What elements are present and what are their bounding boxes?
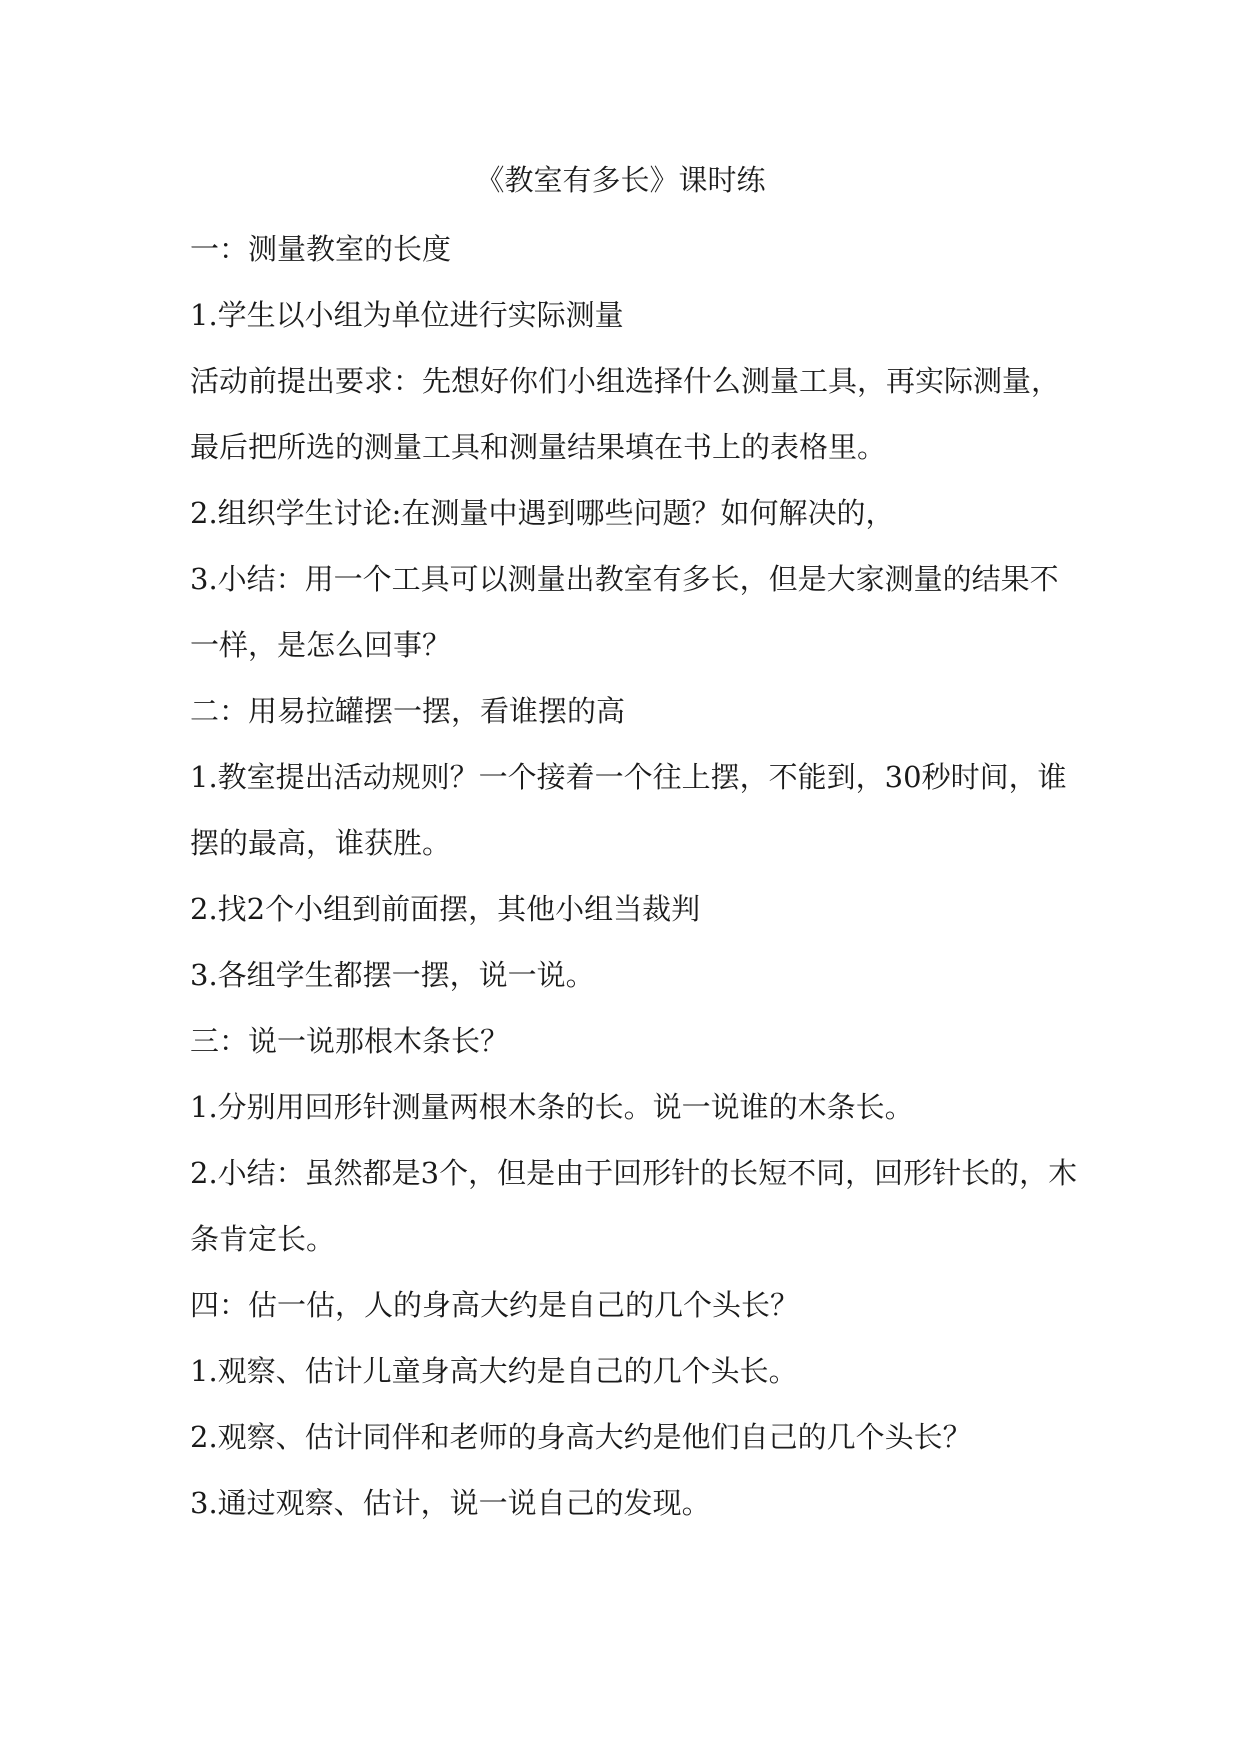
text-line: 活动前提出要求：先想好你们小组选择什么测量工具，再实际测量，: [190, 364, 1061, 398]
text-line: 最后把所选的测量工具和测量结果填在书上的表格里。: [190, 430, 887, 464]
text-line: 3.小结：用一个工具可以测量出教室有多长，但是大家测量的结果不: [190, 562, 1059, 596]
section-heading-4: 四：估一估，人的身高大约是自己的几个头长？: [190, 1288, 800, 1322]
text-line: 条肯定长。: [190, 1222, 336, 1256]
text-line: 2.小结：虽然都是3个，但是由于回形针的长短不同，回形针长的，木: [190, 1156, 1078, 1190]
document-body: [190, 229, 1078, 1549]
text-line: 3.各组学生都摆一摆，说一说。: [190, 958, 595, 992]
text-line: 3.通过观察、估计，说一说自己的发现。: [190, 1486, 711, 1520]
section-heading-1: 一：测量教室的长度: [190, 232, 452, 266]
text-line: 1.教室提出活动规则？一个接着一个往上摆，不能到，30秒时间，谁: [190, 760, 1067, 794]
text-line: 2.找2个小组到前面摆，其他小组当裁判: [190, 892, 701, 926]
text-line: 1.观察、估计儿童身高大约是自己的几个头长。: [190, 1354, 798, 1388]
document-title: 《教室有多长》课时练: [475, 163, 766, 197]
text-line: 2.组织学生讨论:在测量中遇到哪些问题？如何解决的，: [190, 496, 895, 530]
text-line: 1.分别用回形针测量两根木条的长。说一说谁的木条长。: [190, 1090, 914, 1124]
text-line: 2.观察、估计同伴和老师的身高大约是他们自己的几个头长？: [190, 1420, 972, 1454]
section-heading-3: 三：说一说那根木条长？: [190, 1024, 510, 1058]
text-line: 一样，是怎么回事？: [190, 628, 452, 662]
text-line: 1.学生以小组为单位进行实际测量: [190, 298, 624, 332]
text-line: 摆的最高，谁获胜。: [190, 826, 452, 860]
section-heading-2: 二：用易拉罐摆一摆，看谁摆的高: [190, 694, 626, 728]
